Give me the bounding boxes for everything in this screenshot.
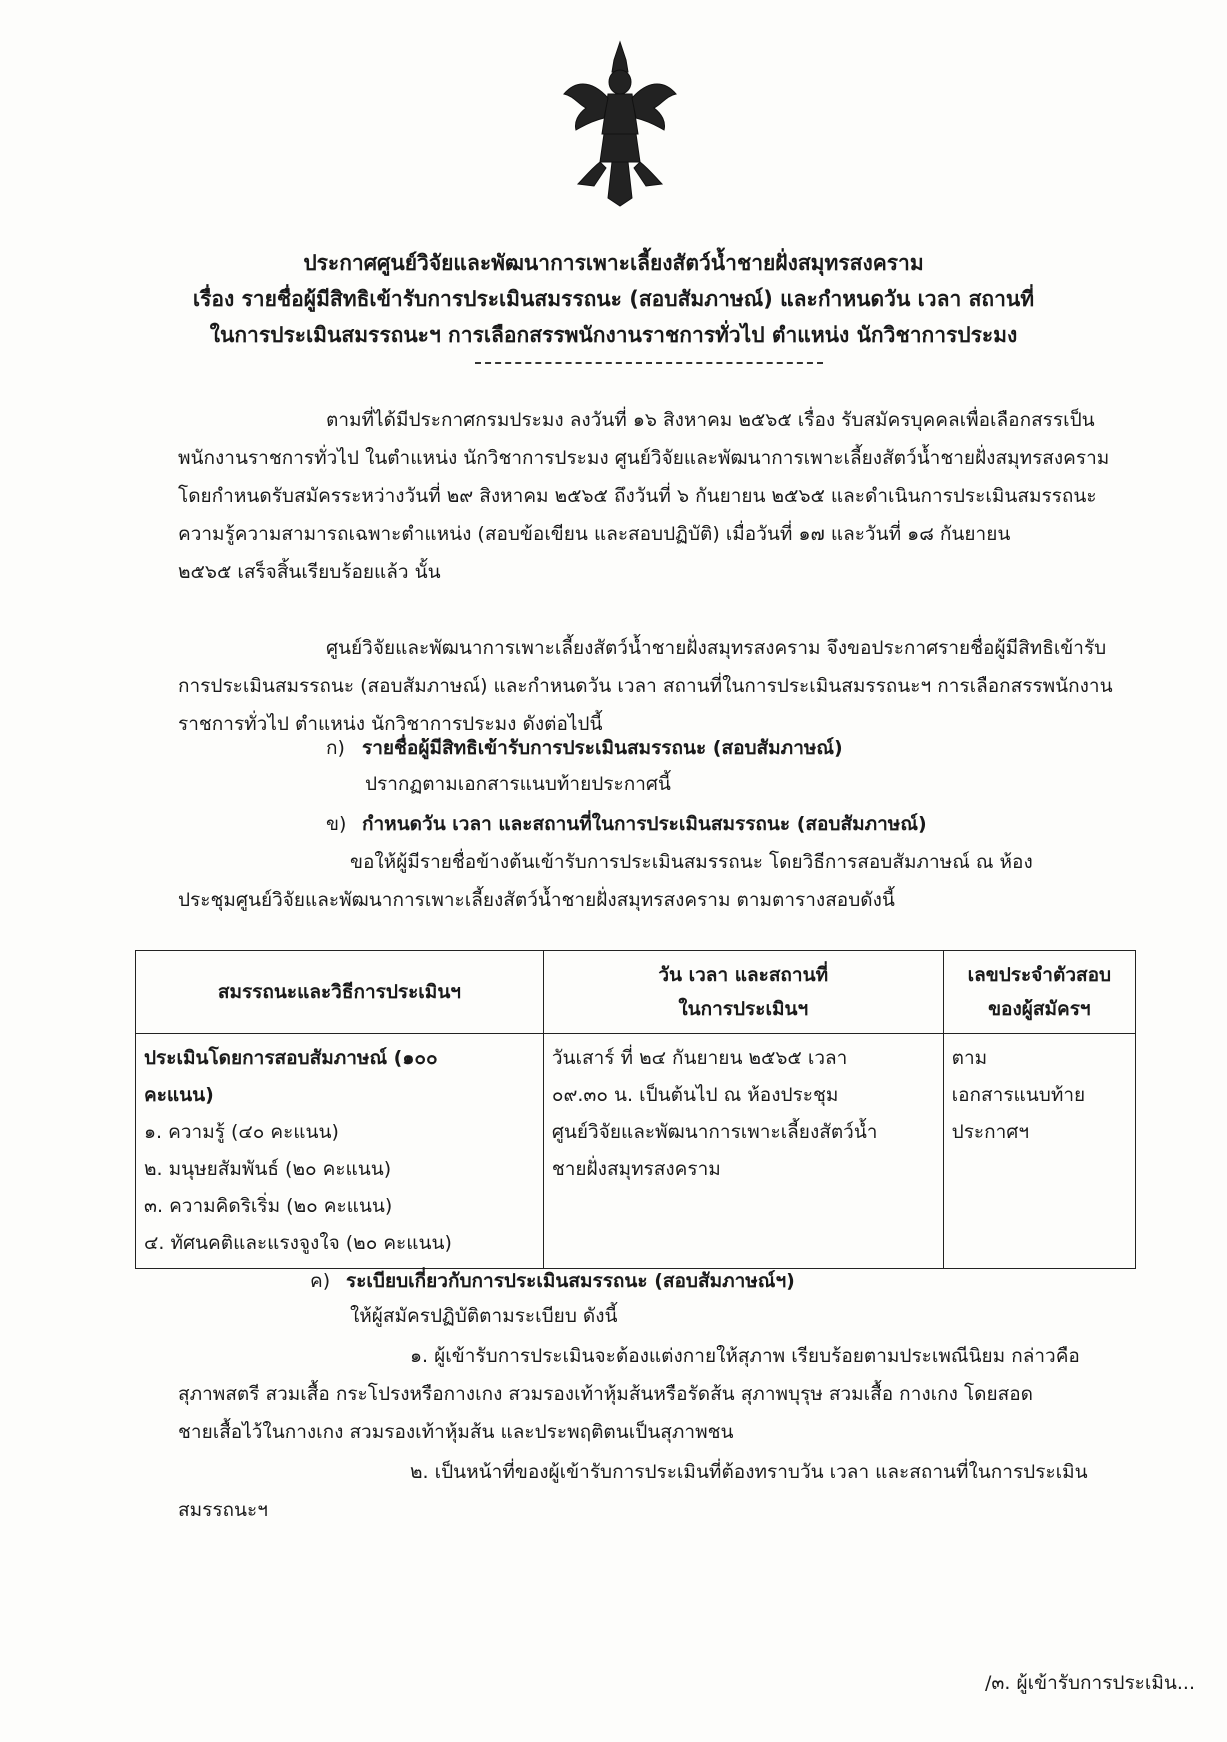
continued-marker: /๓. ผู้เข้ารับการประเมิน... <box>985 1672 1195 1694</box>
rule1-line1: ๑. ผู้เข้ารับการประเมินจะต้องแต่งกายให้สุภาพ เรียบร้อยตามประเพณีนิยม กล่าวคือ <box>410 1345 1080 1367</box>
section-c-intro: ให้ผู้สมัครปฏิบัติตามระเบียบ ดังนี้ <box>350 1305 618 1327</box>
cell-datetime: วันเสาร์ ที่ ๒๔ กันยายน ๒๕๖๕ เวลา ๐๙.๓๐ น. เป็นต้นไป ณ ห้องประชุม ศูนย์วิจัยและพัฒนาการเพาะเลี้ยงสัตว์น้ำ ชายฝั่งสมุทรสงคราม <box>543 1034 943 1269</box>
para2-line1: ศูนย์วิจัยและพัฒนาการเพาะเลี้ยงสัตว์น้ำชายฝั่งสมุทรสงคราม จึงขอประกาศรายชื่อผู้มีสิทธิเข้ารับ <box>326 637 1107 659</box>
section-a-title: รายชื่อผู้มีสิทธิเข้ารับการประเมินสมรรถนะ (สอบสัมภาษณ์) <box>362 737 843 759</box>
para2-line2: การประเมินสมรรถนะ (สอบสัมภาษณ์) และกำหนดวัน เวลา สถานที่ในการประเมินสมรรถนะฯ การเลือกสรรพนักงาน <box>178 675 1113 697</box>
rule1-line2: สุภาพสตรี สวมเสื้อ กระโปรงหรือกางเกง สวมรองเท้าหุ้มส้นหรือรัดส้น สุภาพบุรุษ สวมเสื้อ กางเกง โดยสอด <box>178 1383 1033 1405</box>
cell-exam-id: ตาม เอกสารแนบท้าย ประกาศฯ <box>943 1034 1135 1269</box>
section-b-title: กำหนดวัน เวลา และสถานที่ในการประเมินสมรรถนะ (สอบสัมภาษณ์) <box>362 813 927 835</box>
section-b-line1: ขอให้ผู้มีรายชื่อข้างต้นเข้ารับการประเมินสมรรถนะ โดยวิธีการสอบสัมภาษณ์ ณ ห้อง <box>350 851 1033 873</box>
section-b-line2: ประชุมศูนย์วิจัยและพัฒนาการเพาะเลี้ยงสัตว์น้ำชายฝั่งสมุทรสงคราม ตามตารางสอบดังนี้ <box>178 889 895 911</box>
col-header-datetime: วัน เวลา และสถานที่ ในการประเมินฯ <box>543 951 943 1034</box>
para2-line3: ราชการทั่วไป ตำแหน่ง นักวิชาการประมง ดังต่อไปนี้ <box>178 713 603 735</box>
header-subject-cont: ในการประเมินสมรรถนะฯ การเลือกสรรพนักงานราชการทั่วไป ตำแหน่ง นักวิชาการประมง <box>209 323 1018 347</box>
section-c-marker: ค) <box>310 1270 331 1292</box>
header-divider <box>475 362 823 364</box>
garuda-emblem-icon <box>560 38 680 208</box>
table-header-row <box>136 951 1136 1034</box>
para1-line1: ตามที่ได้มีประกาศกรมประมง ลงวันที่ ๑๖ สิงหาคม ๒๕๖๕ เรื่อง รับสมัครบุคคลเพื่อเลือกสรรเป็น <box>326 409 1095 431</box>
rule2-line1: ๒. เป็นหน้าที่ของผู้เข้ารับการประเมินที่ต้องทราบวัน เวลา และสถานที่ในการประเมิน <box>410 1461 1088 1483</box>
table-row <box>136 1034 1136 1269</box>
cell-competency: ประเมินโดยการสอบสัมภาษณ์ (๑๐๐ คะแนน) ๑. ความรู้ (๔๐ คะแนน) ๒. มนุษยสัมพันธ์ (๒๐ คะแนน) ๓. ความคิดริเริ่ม (๒๐ คะแนน) ๔. ทัศนคติและแรงจูงใจ (๒๐ คะแนน) <box>136 1034 544 1269</box>
section-c-title: ระเบียบเกี่ยวกับการประเมินสมรรถนะ (สอบสัมภาษณ์ฯ) <box>346 1270 795 1292</box>
schedule-table <box>135 950 1136 1269</box>
section-a-text: ปรากฏตามเอกสารแนบท้ายประกาศนี้ <box>365 773 671 795</box>
col-header-exam-id: เลขประจำตัวสอบ ของผู้สมัครฯ <box>943 951 1135 1034</box>
para1-line4: ความรู้ความสามารถเฉพาะตำแหน่ง (สอบข้อเขียน และสอบปฏิบัติ) เมื่อวันที่ ๑๗ และวันที่ ๑๘ กันยายน <box>178 523 1011 545</box>
para1-line5: ๒๕๖๕ เสร็จสิ้นเรียบร้อยแล้ว นั้น <box>178 561 441 583</box>
section-a-marker: ก) <box>326 737 345 759</box>
rule2-line2: สมรรถนะฯ <box>178 1499 268 1521</box>
para1-line2: พนักงานราชการทั่วไป ในตำแหน่ง นักวิชาการประมง ศูนย์วิจัยและพัฒนาการเพาะเลี้ยงสัตว์น้ำชายฝั่งสมุทรสงคราม <box>178 447 1110 469</box>
section-b-marker: ข) <box>326 813 347 835</box>
header-title: ประกาศศูนย์วิจัยและพัฒนาการเพาะเลี้ยงสัตว์น้ำชายฝั่งสมุทรสงคราม <box>303 251 924 275</box>
announcement-header <box>150 245 1077 353</box>
col-header-competency: สมรรถนะและวิธีการประเมินฯ <box>136 951 544 1034</box>
para1-line3: โดยกำหนดรับสมัครระหว่างวันที่ ๒๙ สิงหาคม ๒๕๖๕ ถึงวันที่ ๖ กันยายน ๒๕๖๕ และดำเนินการประเมินสมรรถนะ <box>178 485 1097 507</box>
header-subject: เรื่อง รายชื่อผู้มีสิทธิเข้ารับการประเมินสมรรถนะ (สอบสัมภาษณ์) และกำหนดวัน เวลา สถานที่ <box>192 287 1035 311</box>
rule1-line3: ชายเสื้อไว้ในกางเกง สวมรองเท้าหุ้มส้น และประพฤติตนเป็นสุภาพชน <box>178 1421 734 1443</box>
